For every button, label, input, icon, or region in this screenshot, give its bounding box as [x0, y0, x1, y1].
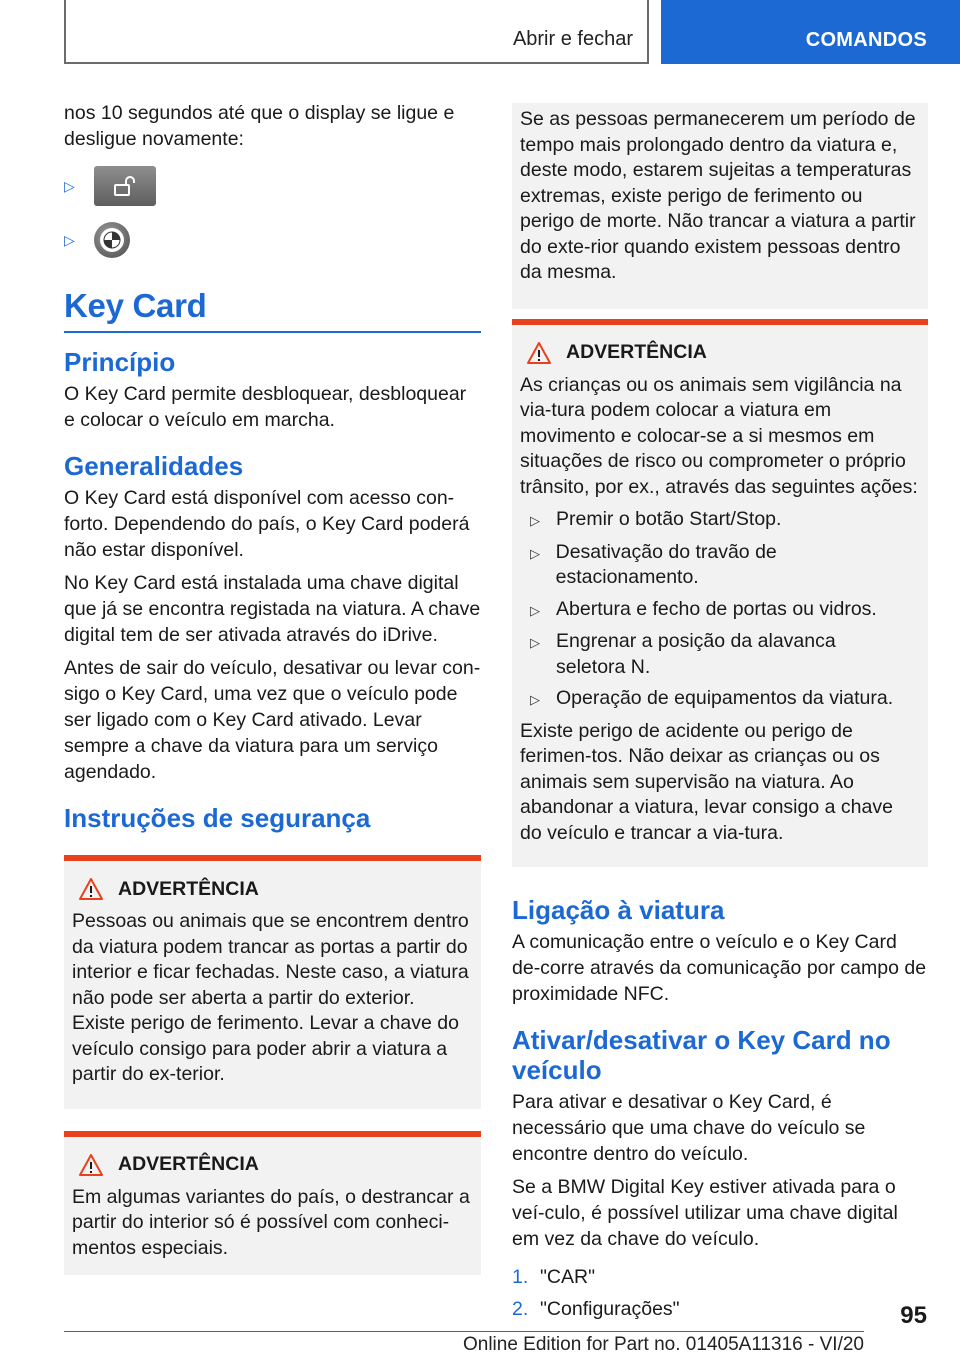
step-number: 1.: [512, 1266, 529, 1288]
triangle-bullet-icon: ▷: [530, 513, 540, 528]
warning-box-1: [64, 855, 481, 1109]
heading-general: Generalidades: [64, 451, 244, 481]
warning-box-2: [64, 1131, 481, 1276]
triangle-bullet-icon: ▷: [530, 635, 540, 650]
header-section-box: [64, 0, 649, 64]
step-item: [512, 1264, 928, 1290]
principle-text: O Key Card permite desbloquear, desbloquear e colocar o veículo em marcha.: [64, 383, 467, 431]
heading-activate: Ativar/desativar o Key Card no veículo: [512, 1025, 891, 1085]
warning-3-outro: Existe perigo de acidente ou perigo de ferimen-tos. Não deixar as crianças ou os animais sem supervisão na viatura. Ao abandonar a viatura, levar consigo a chave do veículo e trancar a via-tura.: [520, 719, 893, 844]
unlock-icon: [94, 166, 156, 206]
warning-icon: [78, 1153, 104, 1177]
warning-continued-text: Se as pessoas permanecerem um período de tempo mais prolongado dentro da viatura e, deste modo, estarem sujeitas a temperaturas extremas, existe perigo de ferimento ou perigo de morte. Não trancar a viatura a partir do exte-rior quando existem pessoas dentro da mesma.: [520, 108, 916, 283]
warning-text-1: Pessoas ou animais que se encontrem dentro da viatura podem trancar as portas a partir do interior e ficar fechadas. Neste caso, a viatura não pode ser aberta a partir do exterior. Existe perigo de ferimento. Levar a chave do veículo consigo para poder abrir a viatura a partir do ex-terior.: [72, 910, 469, 1085]
list-item-text: Operação de equipamentos da viatura.: [556, 687, 894, 709]
footer-divider: [64, 1331, 864, 1332]
icon-row-logo: [64, 213, 481, 267]
warning-title: [72, 877, 473, 901]
warning-icon: [526, 341, 552, 365]
list-item: [520, 507, 920, 534]
list-item-text: Premir o botão Start/Stop.: [556, 508, 782, 530]
general-paragraph-1: O Key Card está disponível com acesso con-forto. Dependendo do país, o Key Card poderá não estar disponível.: [64, 487, 470, 561]
warning-title: [520, 341, 920, 365]
list-item: [520, 686, 920, 713]
warning-text-2: Em algumas variantes do país, o destrancar a partir do interior só é possível com conheci-mentos especiais.: [72, 1185, 470, 1259]
right-column: [512, 103, 928, 1322]
bmw-logo-icon: [94, 222, 130, 258]
step-number: 2.: [512, 1298, 529, 1320]
triangle-bullet-icon: ▷: [530, 692, 540, 707]
heading-safety: Instruções de segurança: [64, 803, 371, 833]
page-number: 95: [900, 1302, 927, 1329]
step-text: "Configurações": [540, 1298, 680, 1320]
icon-row-unlock: [64, 159, 481, 213]
list-item: [520, 540, 920, 591]
heading-connection: Ligação à viatura: [512, 895, 725, 925]
warning-box-1-continued: [512, 103, 928, 309]
heading-principle: Princípio: [64, 347, 176, 377]
section-title: Abrir e fechar: [512, 28, 633, 50]
list-item: [520, 629, 920, 680]
intro-text: nos 10 segundos até que o display se ligue e desligue novamente:: [64, 102, 455, 150]
list-item-text: Engrenar a posição da alavanca seletora N.: [556, 630, 836, 678]
warning-title: [72, 1153, 473, 1177]
chapter-title: COMANDOS: [805, 29, 927, 51]
page-title: Key Card: [64, 287, 481, 333]
list-item: [520, 597, 920, 624]
left-column: [64, 100, 481, 1275]
connection-text: A comunicação entre o veículo e o Key Card de-corre através da comunicação por campo de proximidade NFC.: [512, 931, 927, 1005]
activate-paragraph-1: Para ativar e desativar o Key Card, é necessário que uma chave do veículo se encontre dentro do veículo.: [512, 1091, 866, 1165]
warning-box-3: [512, 319, 928, 868]
triangle-bullet-icon: ▷: [64, 231, 75, 248]
warning-3-intro: As crianças ou os animais sem vigilância na via-tura podem colocar a viatura em movimento e colocar-se a si mesmos em situações de risco ou comprometer o próprio trânsito, por ex., através das seguintes ações:: [520, 373, 918, 498]
general-paragraph-3: Antes de sair do veículo, desativar ou levar con-sigo o Key Card, uma vez que o veículo pode ser ligado com o Key Card ativado. Levar sempre a chave da viatura para um serviço agendado.: [64, 657, 481, 783]
warning-title-text: ADVERTÊNCIA: [566, 341, 707, 363]
activate-paragraph-2: Se a BMW Digital Key estiver ativada para o veí-culo, é possível utilizar uma chave digital em vez da chave do veículo.: [512, 1176, 898, 1250]
triangle-bullet-icon: ▷: [64, 177, 75, 194]
warning-title-text: ADVERTÊNCIA: [118, 877, 259, 900]
triangle-bullet-icon: ▷: [530, 545, 540, 561]
warning-title-text: ADVERTÊNCIA: [118, 1153, 259, 1175]
list-item-text: Abertura e fecho de portas ou vidros.: [556, 597, 877, 620]
footer-edition: Online Edition for Part no. 01405A11316 - VI/20: [462, 1334, 864, 1355]
general-paragraph-2: No Key Card está instalada uma chave digital que já se encontra registada na viatura. A chave digital tem de ser ativada através do iDrive.: [64, 572, 481, 646]
step-item: [512, 1296, 928, 1322]
list-item-text: Desativação do travão de estacionamento.: [555, 540, 777, 588]
triangle-bullet-icon: ▷: [530, 602, 540, 618]
step-text: "CAR": [540, 1266, 596, 1288]
warning-icon: [78, 877, 104, 901]
header-chapter-box: [661, 0, 960, 64]
